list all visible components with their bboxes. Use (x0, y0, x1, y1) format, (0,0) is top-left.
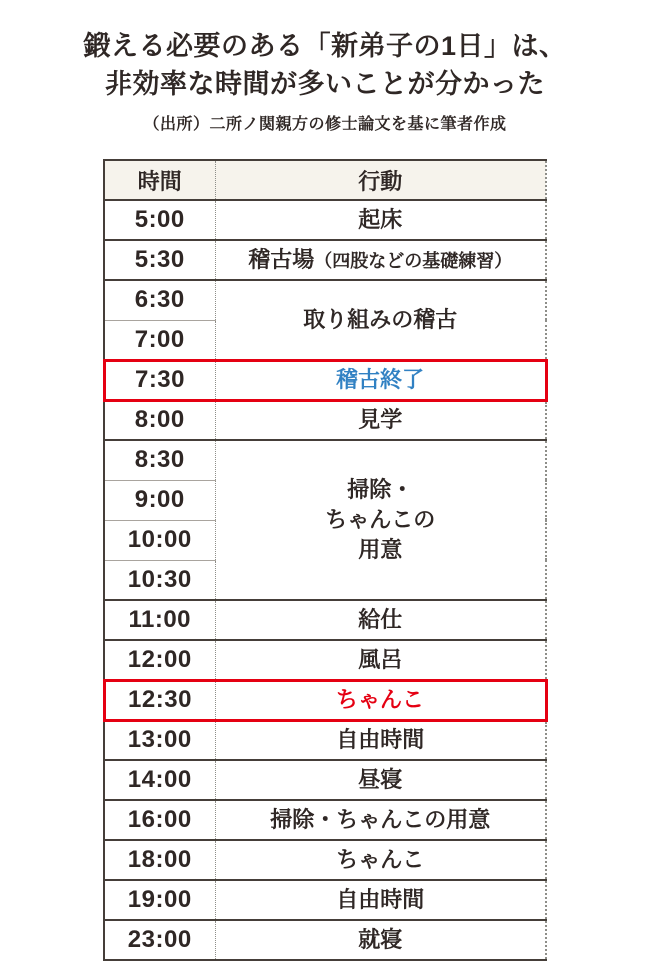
action-cell: 風呂 (215, 640, 546, 680)
table-row (104, 360, 546, 400)
action-cell: 稽古場（四股などの基礎練習） (215, 240, 546, 280)
action-cell: 掃除・ちゃんこの用意 (215, 800, 546, 840)
table-row (104, 920, 546, 960)
table-row (104, 280, 546, 320)
action-cell: 就寝 (215, 920, 546, 960)
page-title-line1: 鍛える必要のある「新弟子の1日」は、 (83, 31, 567, 61)
table-row (104, 600, 546, 640)
source-caption: （出所）二所ノ関親方の修士論文を基に筆者作成 (143, 116, 507, 133)
time-cell: 6:30 (104, 280, 215, 320)
action-cell: 掃除・ ちゃんこの 用意 (215, 440, 546, 600)
time-cell: 23:00 (104, 920, 215, 960)
table-row (104, 840, 546, 880)
time-cell: 18:00 (104, 840, 215, 880)
time-cell: 7:00 (104, 320, 215, 360)
action-cell: 稽古終了 (215, 360, 546, 400)
action-note: （四股などの基礎練習） (314, 250, 513, 271)
action-cell: 見学 (215, 400, 546, 440)
action-cell: 自由時間 (215, 880, 546, 920)
time-cell: 8:00 (104, 400, 215, 440)
table-row (104, 240, 546, 280)
time-cell: 9:00 (104, 480, 215, 520)
time-cell: 10:30 (104, 560, 215, 600)
schedule-table-body (104, 200, 546, 960)
table-row (104, 200, 546, 240)
action-cell: 取り組みの稽古 (215, 280, 546, 360)
table-row (104, 720, 546, 760)
time-cell: 13:00 (104, 720, 215, 760)
time-cell: 5:30 (104, 240, 215, 280)
action-column-header: 行動 (215, 160, 546, 200)
table-row (104, 440, 546, 480)
header-row (104, 160, 546, 200)
time-cell: 12:00 (104, 640, 215, 680)
table-row (104, 680, 546, 720)
time-cell: 10:00 (104, 520, 215, 560)
page-title-line2: 非効率な時間が多いことが分かった (105, 69, 545, 99)
time-cell: 12:30 (104, 680, 215, 720)
title-block (0, 0, 650, 134)
table-row (104, 640, 546, 680)
time-cell: 14:00 (104, 760, 215, 800)
table-row (104, 760, 546, 800)
schedule-table (103, 159, 548, 961)
action-cell: 自由時間 (215, 720, 546, 760)
time-column-header: 時間 (104, 160, 215, 200)
action-cell: ちゃんこ (215, 840, 546, 880)
action-cell: ちゃんこ (215, 680, 546, 720)
time-cell: 5:00 (104, 200, 215, 240)
time-cell: 7:30 (104, 360, 215, 400)
time-cell: 19:00 (104, 880, 215, 920)
action-cell: 給仕 (215, 600, 546, 640)
action-cell: 起床 (215, 200, 546, 240)
time-cell: 11:00 (104, 600, 215, 640)
table-row (104, 400, 546, 440)
action-cell: 昼寝 (215, 760, 546, 800)
time-cell: 16:00 (104, 800, 215, 840)
table-row (104, 880, 546, 920)
time-cell: 8:30 (104, 440, 215, 480)
table-row (104, 800, 546, 840)
